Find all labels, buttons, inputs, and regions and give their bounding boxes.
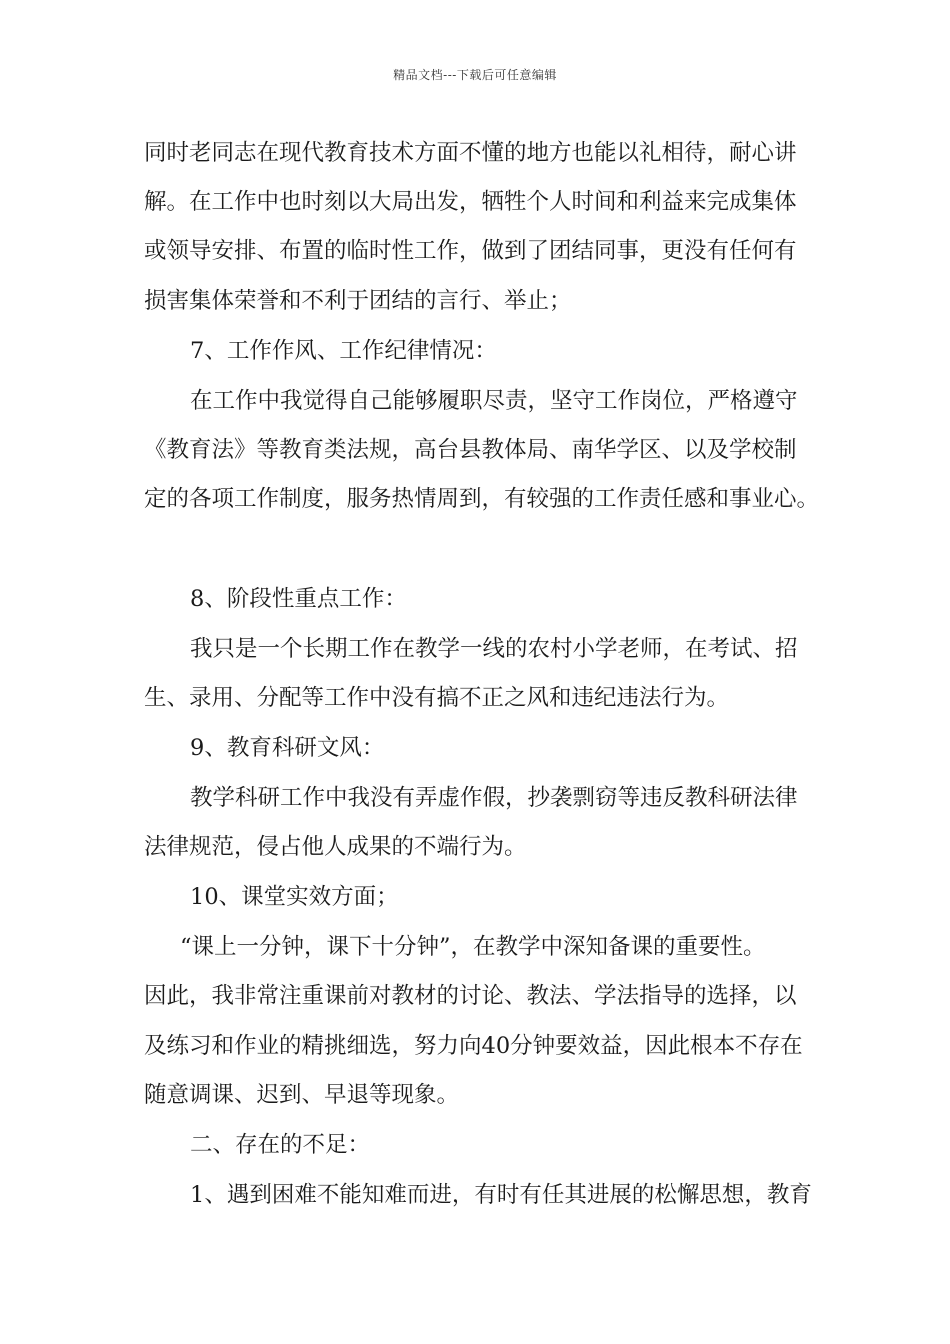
text-line: 生、录用、分配等工作中没有搞不正之风和违纪违法行为。: [144, 685, 730, 711]
text-line: 或领导安排、布置的临时性工作，做到了团结同事，更没有任何有: [144, 238, 797, 264]
section-heading: 二、存在的不足：: [190, 1132, 371, 1158]
text-line: 损害集体荣誉和不利于团结的言行、举止；: [144, 288, 572, 314]
text-line: 因此，我非常注重课前对教材的讨论、教法、学法指导的选择，以: [144, 983, 797, 1009]
text-line: 随意调课、迟到、早退等现象。: [144, 1082, 460, 1108]
text-line: 法律规范，侵占他人成果的不端行为。: [144, 834, 527, 860]
text-line: 解。在工作中也时刻以大局出发，牺牲个人时间和利益来完成集体: [144, 189, 797, 215]
text-line: 定的各项工作制度，服务热情周到，有较强的工作责任感和事业心。: [144, 486, 820, 512]
page-header: 精品文档---下载后可任意编辑: [393, 68, 557, 82]
text-line: 同时老同志在现代教育技术方面不懂的地方也能以礼相待，耐心讲: [144, 140, 797, 166]
text-line: 在工作中我觉得自己能够履职尽责，坚守工作岗位，严格遵守: [190, 388, 798, 414]
text-line: 我只是一个长期工作在教学一线的农村小学老师，在考试、招: [190, 636, 798, 662]
text-line: 1、遇到困难不能知难而进，有时有任其进展的松懈思想，教育: [190, 1182, 812, 1208]
section-heading: 10、课堂实效方面；: [190, 884, 399, 910]
section-heading: 8、阶段性重点工作：: [190, 586, 407, 612]
text-line: “课上一分钟，课下十分钟”，在教学中深知备课的重要性。: [180, 934, 766, 960]
text-line: 教学科研工作中我没有弄虚作假，抄袭剽窃等违反教科研法律: [190, 785, 798, 811]
section-heading: 7、工作作风、工作纪律情况：: [190, 338, 497, 364]
text-line: 及练习和作业的精挑细选，努力向40分钟要效益，因此根本不存在: [144, 1033, 803, 1059]
section-heading: 9、教育科研文风：: [190, 735, 385, 761]
text-line: 《教育法》等教育类法规，高台县教体局、南华学区、以及学校制: [144, 437, 797, 463]
